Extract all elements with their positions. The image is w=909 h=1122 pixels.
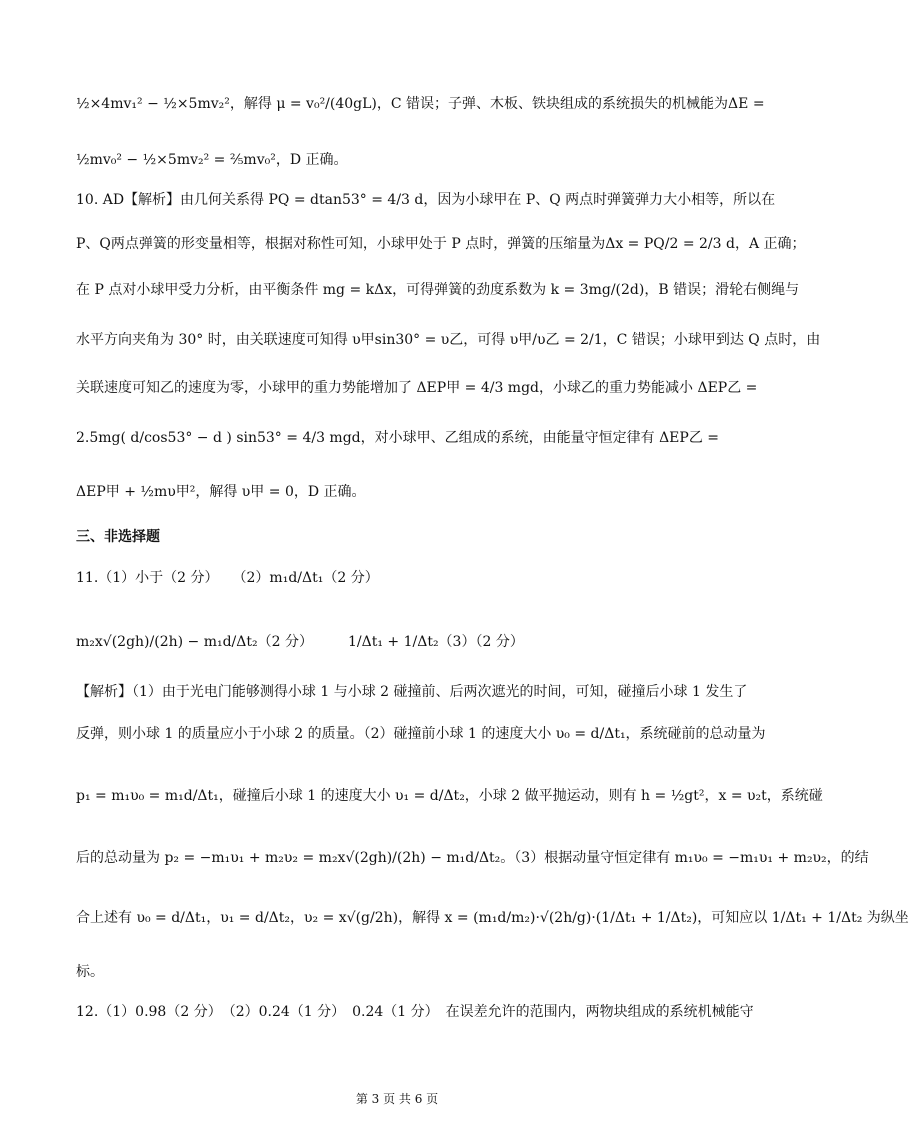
text-line-16: 合上述有 υ₀ = d/Δt₁，υ₁ = d/Δt₂，υ₂ = x√(g/2h)，解得 x = (m₁d/m₂)·√(2h/g)·(1/Δt₁ + 1/Δt₂)，可知应以 1/Δt₁ + 1/Δt₂ 为纵坐	[76, 910, 909, 926]
section-title: 三、非选择题	[76, 529, 160, 545]
text-line-5: 在 P 点对小球甲受力分析，由平衡条件 mg = kΔx，可得弹簧的劲度系数为 k = 3mg/(2d)，B 错误；滑轮右侧绳与	[76, 282, 800, 298]
text-line-15: 后的总动量为 p₂ = −m₁υ₁ + m₂υ₂ = m₂x√(2gh)/(2h) − m₁d/Δt₂。（3）根据动量守恒定律有 m₁υ₀ = −m₁υ₁ + m₂υ₂，的结	[76, 850, 869, 866]
text-line-2: ½mv₀² − ½×5mv₂² = ⅖mv₀²，D 正确。	[76, 152, 348, 168]
text-line-3: 10. AD【解析】由几何关系得 PQ = dtan53° = 4/3 d，因为小球甲在 P、Q 两点时弹簧弹力大小相等，所以在	[76, 192, 776, 208]
text-line-6: 水平方向夹角为 30° 时，由关联速度可知得 υ甲sin30° = υ乙，可得 υ甲/υ乙 = 2/1，C 错误；小球甲到达 Q 点时，由	[76, 332, 821, 348]
text-line-12: 【解析】（1）由于光电门能够测得小球 1 与小球 2 碰撞前、后两次遮光的时间，可知，碰撞后小球 1 发生了	[76, 684, 748, 700]
text-line-7: 关联速度可知乙的速度为零，小球甲的重力势能增加了 ΔEP甲 = 4/3 mgd，小球乙的重力势能减小 ΔEP乙 =	[76, 380, 758, 396]
text-line-4: P、Q两点弹簧的形变量相等，根据对称性可知，小球甲处于 P 点时，弹簧的压缩量为Δx = PQ/2 = 2/3 d，A 正确；	[76, 236, 806, 252]
text-line-13: 反弹，则小球 1 的质量应小于小球 2 的质量。（2）碰撞前小球 1 的速度大小 υ₀ = d/Δt₁，系统碰前的总动量为	[76, 726, 766, 742]
text-line-17: 标。	[76, 964, 104, 980]
text-line-11: m₂x√(2gh)/(2h) − m₁d/Δt₂（2 分） 1/Δt₁ + 1/Δt₂（3）（2 分）	[76, 634, 524, 650]
text-line-18: 12.（1）0.98（2 分） （2）0.24（1 分） 0.24（1 分） 在误差允许的范围内，两物块组成的系统机械能守	[76, 1004, 754, 1020]
text-line-1: ½×4mv₁² − ½×5mv₂²，解得 μ = v₀²/(40gL)，C 错误；子弹、木板、铁块组成的系统损失的机械能为ΔE =	[76, 96, 765, 112]
page-footer: 第 3 页 共 6 页	[355, 1092, 439, 1106]
text-line-14: p₁ = m₁υ₀ = m₁d/Δt₁，碰撞后小球 1 的速度大小 υ₁ = d/Δt₂，小球 2 做平抛运动，则有 h = ½gt²，x = υ₂t，系统碰	[76, 788, 823, 804]
text-line-10: 11.（1）小于（2 分） （2）m₁d/Δt₁（2 分）	[76, 570, 379, 586]
text-line-9: ΔEP甲 + ½mυ甲²，解得 υ甲 = 0，D 正确。	[76, 484, 366, 500]
text-line-8: 2.5mg( d/cos53° − d ) sin53° = 4/3 mgd，对小球甲、乙组成的系统，由能量守恒定律有 ΔEP乙 =	[76, 430, 720, 446]
